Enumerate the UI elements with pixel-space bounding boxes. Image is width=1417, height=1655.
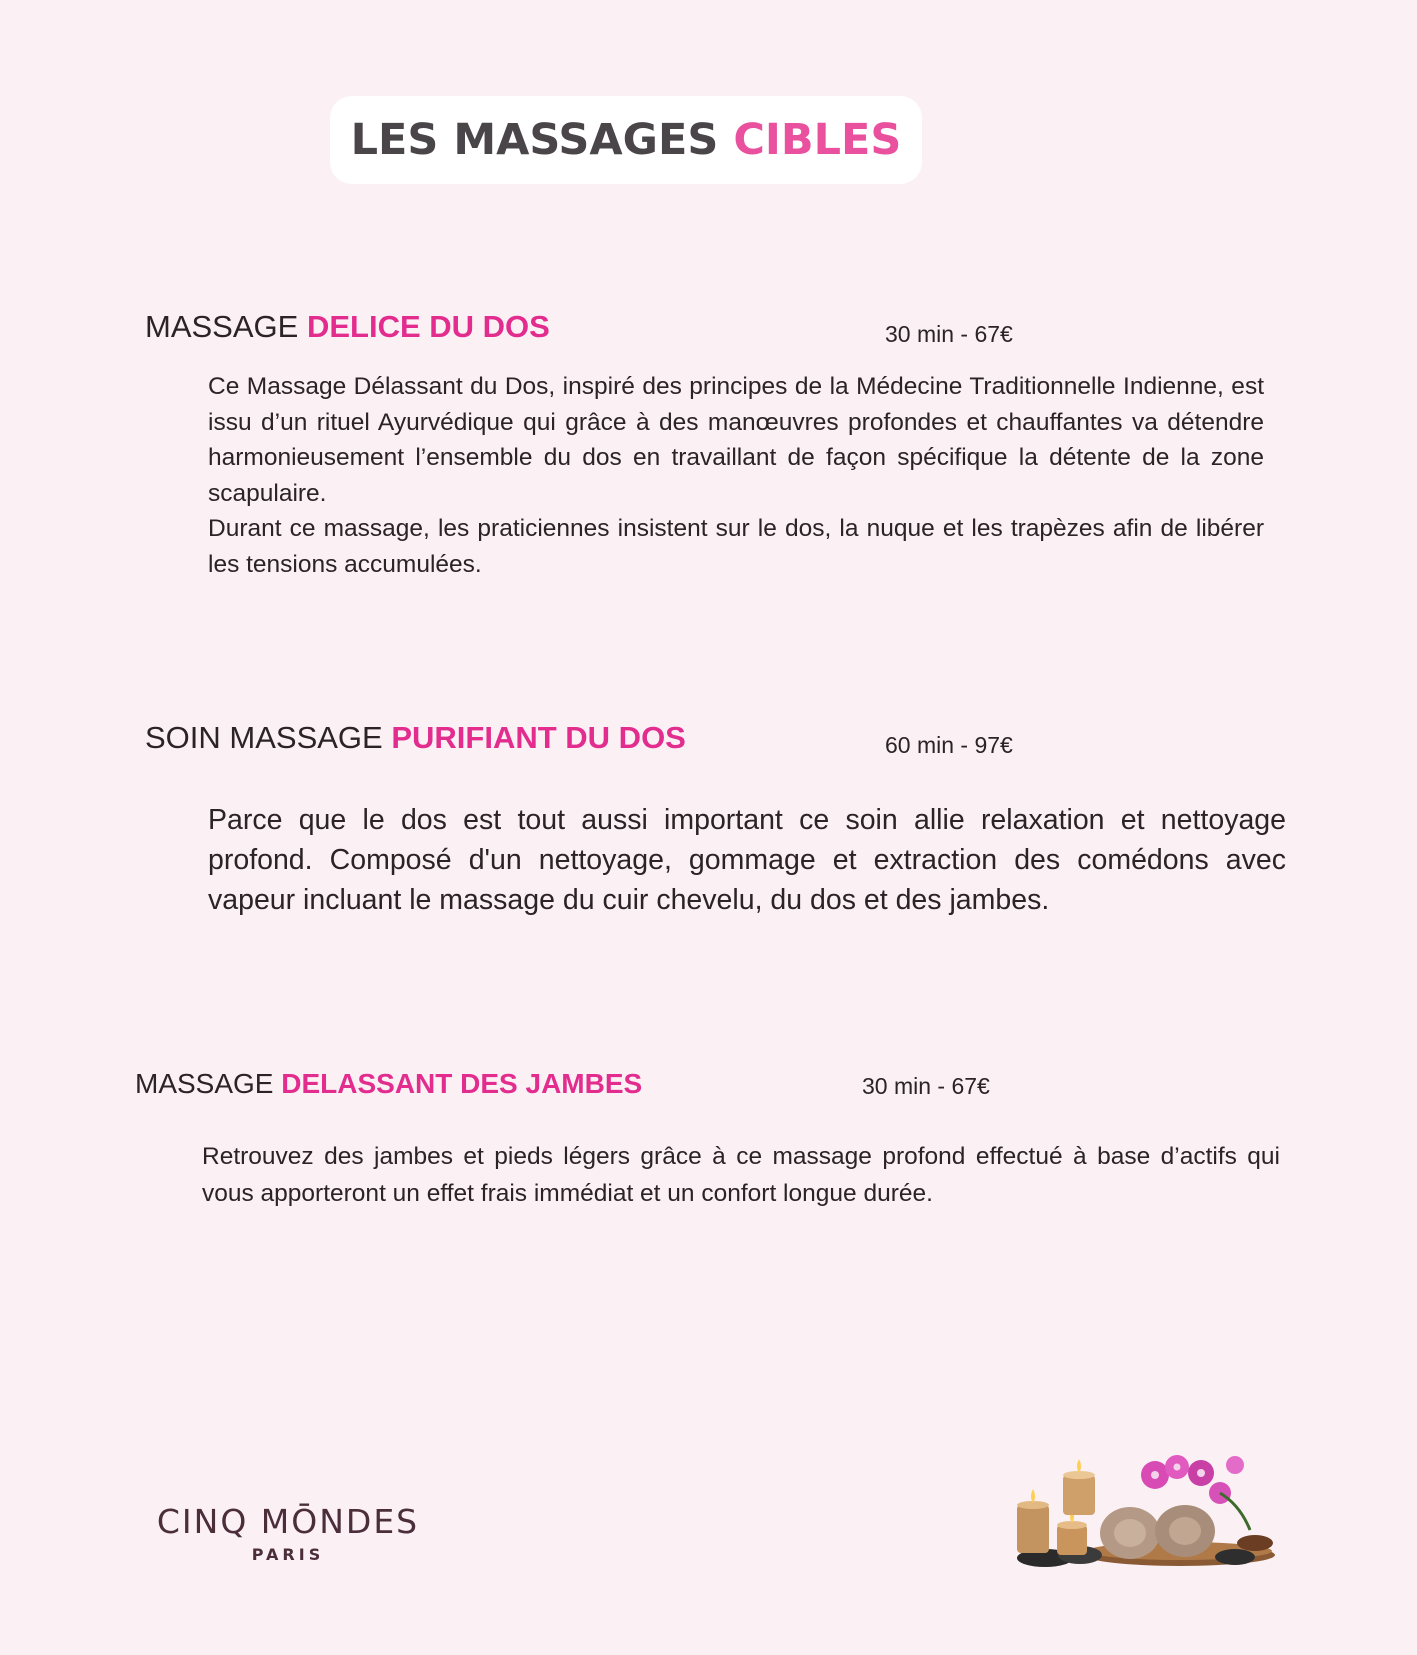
service-title-prefix: MASSAGE [135,1068,274,1099]
service-title-prefix: MASSAGE [145,309,299,344]
description-paragraph: Durant ce massage, les praticiennes insistent sur le dos, la nuque et les trapèzes afin de libérer les tensions accumulées. [208,515,1264,578]
brand-logo [142,1502,434,1564]
page-title-main: LES MASSAGES [350,115,719,165]
service-description [208,800,1286,920]
brand-name: CINQ MŌNDES [156,1502,420,1541]
service-price: 60 min - 97€ [885,732,1013,758]
service-title-delassant-des-jambes [135,1068,642,1100]
service-description [208,369,1264,582]
description-paragraph: Parce que le dos est tout aussi important ce soin allie relaxation et nettoyage profond. Composé d'un nettoyage, gommage et extraction des comédons avec vapeur incluant le massage du cuir chevelu, du dos et des jambes. [208,804,1286,916]
description-paragraph: Ce Massage Délassant du Dos, inspiré des principes de la Médecine Traditionnelle Indienne, est issu d’un rituel Ayurvédique qui grâce à des manœuvres profondes et chauffantes va détendre harmonieusement l’ensemble du dos en travaillant de façon spécifique la détente de la zone scapulaire. [208,373,1264,507]
service-title-highlight: DELASSANT DES JAMBES [281,1068,643,1099]
service-title-purifiant-du-dos [145,720,686,756]
spa-candles-towels-orchid-icon [1005,1445,1285,1570]
service-title-highlight: DELICE DU DOS [306,309,550,344]
page-title-box [330,96,922,184]
service-description [202,1138,1280,1212]
service-title-delice-du-dos [145,309,550,345]
description-paragraph: Retrouvez des jambes et pieds légers grâce à ce massage profond effectué à base d’actifs qui vous apporteront un effet frais immédiat et un confort longue durée. [202,1143,1280,1207]
service-title-prefix: SOIN MASSAGE [145,720,383,755]
service-price: 30 min - 67€ [885,321,1013,347]
service-price: 30 min - 67€ [862,1073,990,1099]
page-title-accent: CIBLES [733,115,902,165]
page-title [351,115,902,165]
brand-city: PARIS [251,1545,325,1564]
service-title-highlight: PURIFIANT DU DOS [391,720,686,755]
